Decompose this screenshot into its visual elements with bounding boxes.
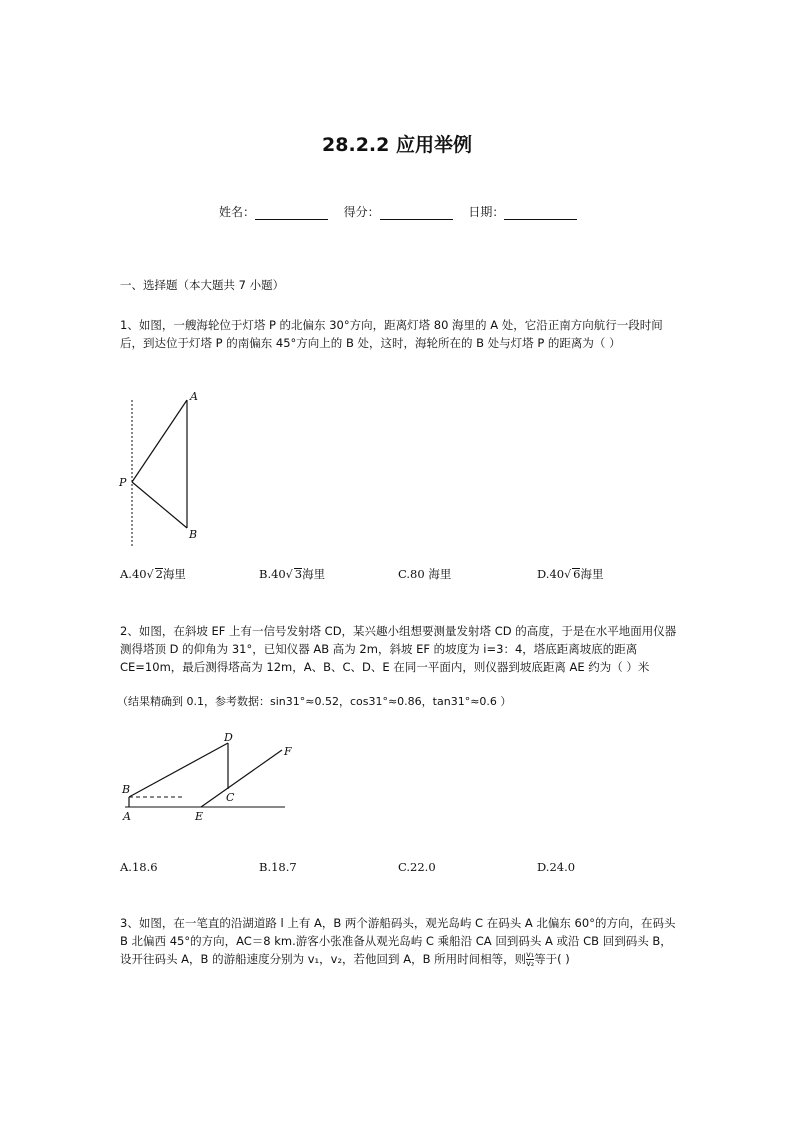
question-1-text: 1、如图，一艘海轮位于灯塔 P 的北偏东 30°方向，距离灯塔 80 海里的 A 处，它沿正南方向航行一段时间后，到达位于灯塔 P 的南偏东 45°方向上的 B 处，这时，海轮所在的 B 处与灯塔 P 的距离为（ ） (120, 318, 663, 350)
q1-option-c[interactable]: C.80 海里 (398, 567, 452, 581)
question-3-tail: 等于( ) (534, 952, 570, 966)
label-p: P (119, 476, 127, 489)
question-2-text: 2、如图，在斜坡 EF 上有一信号发射塔 CD，某兴趣小组想要测量发射塔 CD 的高度，于是在水平地面用仪器测得塔顶 D 的仰角为 31°，已知仪器 AB 高为 2m，斜坡 EF 的坡度为 i=3：4，塔底距离坡底的距离 CE=10m，最后测得塔高为 12m，A、B、C、D、E 在同一平面内，则仪器到坡底距离 AE 约为（ ）米 (120, 624, 677, 674)
label-b: B (122, 783, 131, 796)
page-title: 28.2.2 应用举例 (322, 134, 472, 156)
score-label: 得分： (343, 205, 380, 219)
date-label: 日期： (468, 205, 505, 219)
section-heading: 一、选择题（本大题共 7 小题） (120, 278, 285, 292)
question-2-diagram (110, 725, 300, 825)
slope-ef (201, 750, 282, 807)
label-a: A (190, 390, 198, 403)
label-a: A (123, 810, 131, 823)
question-2-note: （结果精确到 0.1，参考数据：sin31°≈0.52，cos31°≈0.86，tan31°≈0.6 ） (117, 695, 512, 708)
label-e: E (195, 810, 204, 823)
q2-option-d[interactable]: D.24.0 (537, 860, 576, 874)
segment-pa (132, 400, 187, 482)
q2-option-c[interactable]: C.22.0 (398, 860, 436, 874)
name-blank[interactable] (255, 206, 328, 220)
segment-pb (132, 482, 187, 528)
question-3-text (120, 914, 680, 968)
date-blank[interactable] (504, 206, 577, 220)
q1-option-a[interactable]: A.40√ 2海里 (120, 567, 186, 581)
label-f: F (284, 745, 292, 758)
q2-option-a[interactable]: A.18.6 (120, 860, 158, 874)
label-c: C (226, 791, 235, 804)
header-info (219, 203, 577, 220)
score-blank[interactable] (380, 206, 453, 220)
q1-option-b[interactable]: B.40√ 3海里 (259, 567, 326, 581)
q2-option-b[interactable]: B.18.7 (259, 860, 297, 874)
question-1-diagram (110, 388, 220, 553)
label-d: D (224, 731, 233, 744)
name-label: 姓名： (219, 205, 256, 219)
velocity-fraction: $\frac{\text{v₁}}{\text{v₂}}$ (526, 950, 535, 968)
label-b: B (189, 528, 198, 541)
q1-option-d[interactable]: D.40√ 6海里 (537, 567, 604, 581)
question-3-body: 3、如图，在一笔直的沿湖道路 l 上有 A，B 两个游船码头，观光岛屿 C 在码头 A 北偏东 60°的方向，在码头 B 北偏西 45°的方向，AC＝8 km.游客小张准备从观光岛屿 C 乘船沿 CA 回到码头 A 或沿 CB 回到码头 B，设开往码头 A，B 的游船速度分别为 v₁，v₂，若他回到 A，B 所用时间相等，则 (120, 916, 676, 966)
sight-line-bd (129, 743, 228, 797)
